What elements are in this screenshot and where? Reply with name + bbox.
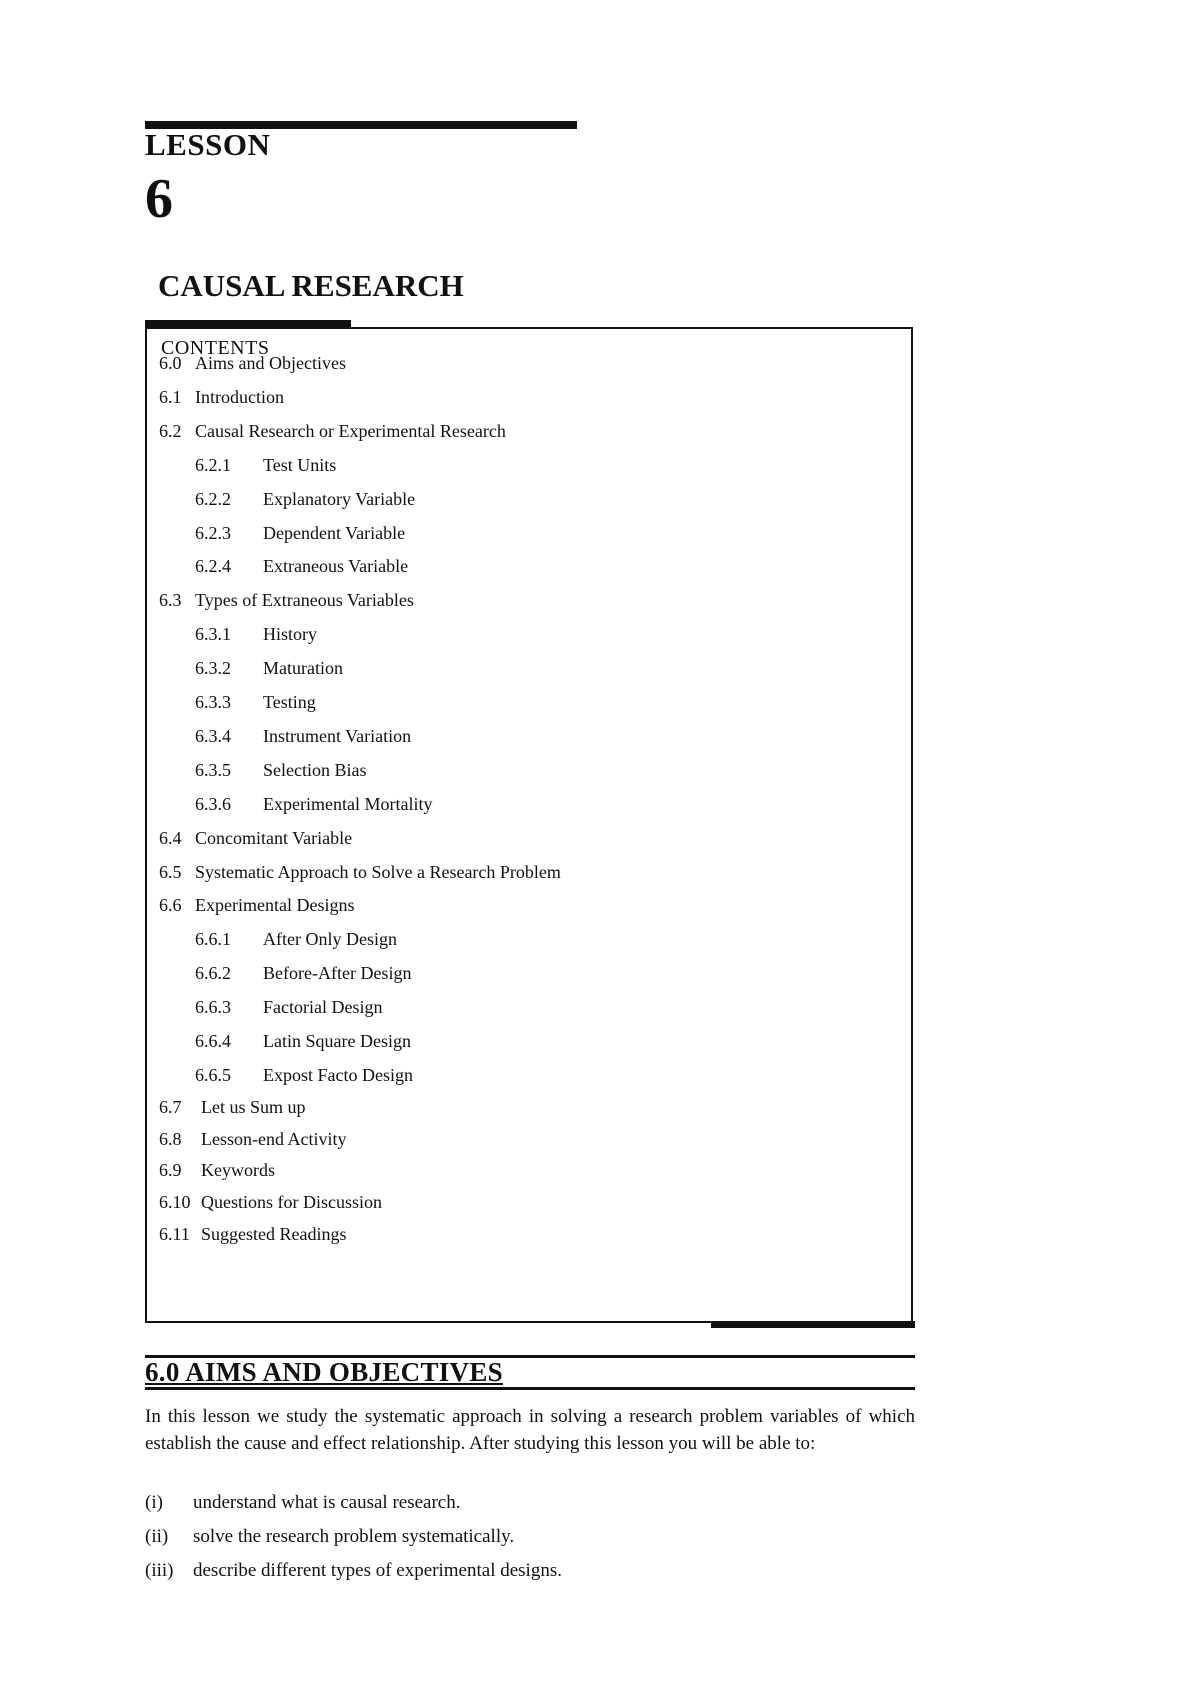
- lesson-title: CAUSAL RESEARCH: [158, 268, 464, 303]
- contents-top-accent: [145, 320, 351, 327]
- section-heading: 6.0 AIMS AND OBJECTIVES: [145, 1357, 503, 1387]
- intro-paragraph: In this lesson we study the systematic approach in solving a research problem variables of which establish the cause and effect relationship. After studying this lesson you will be able to:: [145, 1406, 915, 1454]
- contents-list: [147, 329, 911, 1321]
- contents-item-label: Introduction: [195, 386, 284, 407]
- contents-item-label: Types of Extraneous Variables: [195, 590, 414, 611]
- contents-heading: CONTENTS: [161, 337, 270, 359]
- contents-item-number: 6.3: [159, 590, 182, 611]
- contents-item-label: Extraneous Variable: [263, 556, 409, 577]
- contents-item-label: Explanatory Variable: [263, 488, 416, 509]
- objective-marker: (ii): [145, 1526, 169, 1547]
- contents-item-number: 6.6.2: [195, 963, 231, 984]
- contents-item-label: Concomitant Variable: [195, 827, 353, 848]
- contents-item-number: 6.3.3: [195, 692, 231, 712]
- contents-item-number: 6.6.3: [195, 997, 231, 1018]
- contents-item-number: 6.2.3: [195, 522, 231, 543]
- contents-item-number: 6.9: [159, 1160, 182, 1181]
- objective-marker: (i): [145, 1492, 163, 1513]
- contents-item-label: Let us Sum up: [201, 1096, 306, 1117]
- contents-subitem: [195, 523, 405, 544]
- contents-item: [159, 1192, 382, 1213]
- objective-item: [145, 1560, 562, 1582]
- contents-item-number: 6.6.1: [195, 929, 231, 950]
- objective-item: [145, 1526, 514, 1548]
- contents-item-label: Keywords: [201, 1160, 275, 1181]
- objective-text: describe different types of experimental designs.: [193, 1560, 562, 1581]
- contents-item-label: Before-After Design: [263, 963, 412, 984]
- contents-item-number: 6.7: [159, 1096, 182, 1117]
- contents-item: [159, 895, 354, 916]
- contents-subitem: [195, 760, 366, 781]
- contents-bottom-accent: [711, 1321, 915, 1328]
- contents-item-label: Testing: [263, 692, 316, 712]
- contents-item: [159, 828, 352, 849]
- contents-item-label: Factorial Design: [263, 997, 383, 1018]
- contents-item-label: Latin Square Design: [263, 1031, 411, 1051]
- objective-text: understand what is causal research.: [193, 1492, 461, 1513]
- contents-item-number: 6.3.4: [195, 725, 231, 746]
- lesson-label: LESSON: [145, 127, 271, 162]
- contents-item-label: Suggested Readings: [201, 1223, 347, 1244]
- contents-item-number: 6.10: [159, 1192, 191, 1213]
- contents-item-number: 6.4: [159, 827, 182, 848]
- contents-item: [159, 1224, 347, 1245]
- contents-item-label: Maturation: [263, 658, 343, 679]
- contents-item-number: 6.2.4: [195, 556, 231, 577]
- contents-item-number: 6.2.1: [195, 454, 231, 475]
- objective-marker: (iii): [145, 1560, 174, 1581]
- contents-subitem: [195, 624, 317, 645]
- contents-item-label: Experimental Designs: [195, 895, 355, 916]
- contents-item-label: After Only Design: [263, 929, 397, 950]
- contents-subitem: [195, 997, 382, 1018]
- contents-item: [159, 1129, 346, 1150]
- contents-item: [159, 1097, 306, 1118]
- contents-item-label: Dependent Variable: [263, 522, 406, 543]
- contents-item: [159, 590, 414, 611]
- contents-item-number: 6.3.2: [195, 658, 231, 679]
- contents-item-number: 6.1: [159, 386, 182, 407]
- contents-item-label: Test Units: [263, 454, 337, 475]
- contents-item-label: History: [263, 624, 317, 645]
- contents-item-number: 6.6.4: [195, 1031, 231, 1051]
- contents-subitem: [195, 455, 336, 476]
- contents-item-number: 6.6.5: [195, 1064, 231, 1085]
- contents-item-number: 6.3.6: [195, 793, 231, 814]
- contents-subitem: [195, 1065, 413, 1086]
- contents-item-label: Aims and Objectives: [195, 353, 346, 373]
- contents-item-number: 6.5: [159, 861, 182, 882]
- contents-item-number: 6.3.5: [195, 759, 231, 780]
- contents-subitem: [195, 929, 397, 950]
- contents-item-label: Causal Research or Experimental Research: [195, 420, 506, 441]
- contents-subitem: [195, 1031, 411, 1052]
- contents-item-number: 6.2: [159, 420, 182, 441]
- contents-item-number: 6.3.1: [195, 624, 231, 645]
- contents-subitem: [195, 658, 343, 679]
- contents-item: [159, 353, 346, 374]
- contents-item-number: 6.0: [159, 353, 182, 373]
- contents-item-label: Lesson-end Activity: [201, 1128, 347, 1149]
- contents-item: [159, 1160, 275, 1181]
- contents-item: [159, 421, 506, 442]
- contents-item-label: Experimental Mortality: [263, 793, 433, 814]
- contents-subitem: [195, 692, 316, 713]
- objective-text: solve the research problem systematically.: [193, 1526, 515, 1547]
- contents-subitem: [195, 726, 411, 747]
- contents-item-number: 6.11: [159, 1223, 190, 1244]
- contents-subitem: [195, 794, 432, 815]
- contents-item-label: Selection Bias: [263, 759, 367, 780]
- contents-item: [159, 862, 561, 883]
- section-rule-bottom: [145, 1387, 915, 1390]
- contents-subitem: [195, 489, 415, 510]
- contents-subitem: [195, 963, 411, 984]
- contents-item-label: Instrument Variation: [263, 725, 412, 746]
- lesson-number: 6: [145, 168, 173, 230]
- contents-item-label: Systematic Approach to Solve a Research Problem: [195, 861, 561, 882]
- contents-item-number: 6.8: [159, 1128, 182, 1149]
- contents-subitem: [195, 556, 408, 577]
- contents-item: [159, 387, 284, 408]
- contents-item-number: 6.2.2: [195, 488, 231, 509]
- contents-item-label: Expost Facto Design: [263, 1064, 413, 1085]
- contents-box: [145, 327, 913, 1323]
- contents-item-number: 6.6: [159, 895, 182, 916]
- objective-item: [145, 1492, 460, 1514]
- contents-item-label: Questions for Discussion: [201, 1192, 382, 1213]
